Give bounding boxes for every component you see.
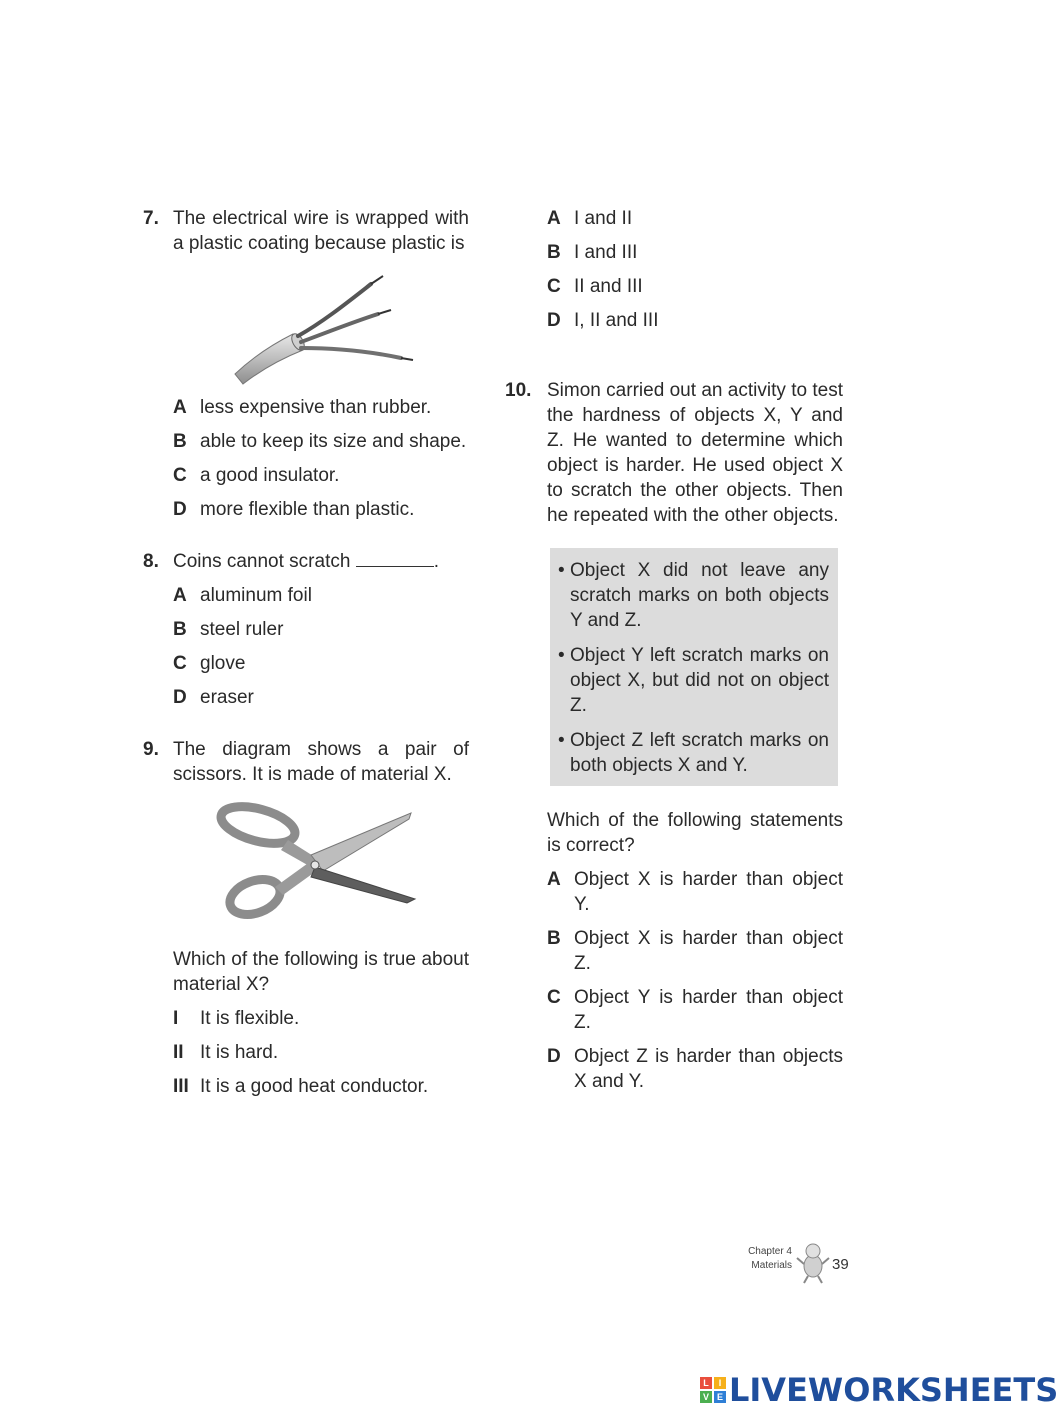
- logo-wordmark: LIVEWORKSHEETS: [729, 1371, 1058, 1409]
- scissors-figure: [143, 795, 469, 935]
- question-8: [143, 549, 469, 574]
- question-prompt: Which of the following is true about material X?: [173, 949, 469, 995]
- logo-tile: E: [714, 1391, 726, 1403]
- option-text: a good insulator.: [200, 465, 340, 486]
- statement-ii: [173, 1040, 469, 1065]
- page-footer: [740, 1238, 860, 1288]
- question-text: The diagram shows a pair of scissors. It is made of material X.: [173, 739, 469, 785]
- question-prompt: Which of the following statements is correct?: [547, 810, 843, 856]
- option-text: Object Y is harder than object Z.: [574, 987, 843, 1033]
- option-d[interactable]: [173, 497, 469, 522]
- option-label: C: [547, 276, 561, 297]
- option-text: able to keep its size and shape.: [200, 431, 467, 452]
- option-c[interactable]: [547, 274, 843, 299]
- question-number: 9.: [143, 739, 159, 760]
- option-label: D: [173, 687, 187, 708]
- question-number: 10.: [505, 380, 532, 401]
- chapter-label: Chapter 4: [748, 1246, 792, 1257]
- option-label: C: [173, 465, 187, 486]
- option-a[interactable]: [547, 867, 843, 917]
- option-label: B: [547, 928, 561, 949]
- answer-blank[interactable]: [356, 550, 434, 567]
- statement-text: It is a good heat conductor.: [200, 1076, 429, 1097]
- question-end: .: [433, 551, 439, 572]
- option-label: C: [547, 987, 561, 1008]
- option-c[interactable]: [173, 651, 469, 676]
- option-label: A: [173, 585, 187, 606]
- statement-iii: [173, 1074, 469, 1099]
- observation-text: Object Y left scratch marks on object X, but did not on object Z.: [570, 645, 829, 716]
- statement-i: [173, 1006, 469, 1031]
- question-9-prompt: [143, 947, 469, 997]
- logo-tile: V: [700, 1391, 712, 1403]
- question-9: [143, 737, 469, 787]
- option-label: B: [173, 619, 187, 640]
- logo-tile: L: [700, 1377, 712, 1389]
- option-text: glove: [200, 653, 246, 674]
- observations-box: [550, 548, 838, 786]
- question-text: The electrical wire is wrapped with a plastic coating because plastic is: [173, 208, 469, 254]
- page-number: 39: [832, 1256, 849, 1273]
- option-b[interactable]: [173, 429, 469, 454]
- question-8-options: [173, 583, 469, 710]
- option-text: II and III: [574, 276, 643, 297]
- option-text: Object X is harder than object Y.: [574, 869, 843, 915]
- option-text: eraser: [200, 687, 254, 708]
- option-label: C: [173, 653, 187, 674]
- right-column: [505, 206, 843, 1094]
- option-text: I, II and III: [574, 310, 659, 331]
- statement-text: It is hard.: [200, 1042, 279, 1063]
- option-label: A: [173, 397, 187, 418]
- option-text: more flexible than plastic.: [200, 499, 415, 520]
- observation-text: Object X did not leave any scratch marks on both objects Y and Z.: [570, 560, 829, 631]
- observation-text: Object Z left scratch marks on both objects X and Y.: [570, 730, 829, 776]
- option-d[interactable]: [173, 685, 469, 710]
- question-7-options: [173, 395, 469, 522]
- option-d[interactable]: [547, 1044, 843, 1094]
- option-text: I and III: [574, 242, 638, 263]
- option-label: A: [547, 869, 561, 890]
- question-stem: Coins cannot scratch: [173, 551, 351, 572]
- option-c[interactable]: [173, 463, 469, 488]
- logo-tile: I: [714, 1377, 726, 1389]
- statement-text: It is flexible.: [200, 1008, 300, 1029]
- option-label: D: [547, 1046, 561, 1067]
- option-text: Object X is harder than object Z.: [574, 928, 843, 974]
- question-9-statements: [173, 1006, 469, 1099]
- option-d[interactable]: [547, 308, 843, 333]
- option-label: A: [547, 208, 561, 229]
- electrical-wire-figure: [143, 262, 469, 386]
- question-10: [505, 378, 843, 528]
- logo-tiles: [700, 1377, 726, 1403]
- liveworksheets-logo: [700, 1373, 1058, 1407]
- question-7: [143, 206, 469, 256]
- chapter-mascot-icon: [796, 1238, 830, 1284]
- question-number: 7.: [143, 208, 159, 229]
- question-9-options: [547, 206, 843, 333]
- observation-item: • Object Y left scratch marks on object X, but did not on object Z.: [558, 645, 829, 716]
- observation-item: • Object X did not leave any scratch marks on both objects Y and Z.: [558, 560, 829, 631]
- option-b[interactable]: [547, 926, 843, 976]
- option-label: D: [547, 310, 561, 331]
- option-b[interactable]: [173, 617, 469, 642]
- option-text: steel ruler: [200, 619, 284, 640]
- chapter-title: Materials: [751, 1260, 792, 1271]
- question-text: [173, 549, 469, 574]
- option-text: aluminum foil: [200, 585, 312, 606]
- option-a[interactable]: [173, 583, 469, 608]
- option-label: B: [547, 242, 561, 263]
- question-text: Simon carried out an activity to test the hardness of objects X, Y and Z. He wanted to determine which object is harder. He used object X to scratch the other objects. Then he repeated with the other objects.: [547, 380, 843, 526]
- option-b[interactable]: [547, 240, 843, 265]
- left-column: [143, 206, 469, 1099]
- option-label: B: [173, 431, 187, 452]
- question-number: 8.: [143, 551, 159, 572]
- option-text: I and II: [574, 208, 633, 229]
- statement-label: I: [173, 1008, 179, 1029]
- statement-label: II: [173, 1042, 184, 1063]
- option-a[interactable]: [547, 206, 843, 231]
- observation-item: • Object Z left scratch marks on both objects X and Y.: [558, 730, 829, 776]
- option-c[interactable]: [547, 985, 843, 1035]
- option-text: Object Z is harder than objects X and Y.: [574, 1046, 843, 1092]
- option-a[interactable]: [173, 395, 469, 420]
- statement-label: III: [173, 1076, 189, 1097]
- option-text: less expensive than rubber.: [200, 397, 432, 418]
- option-label: D: [173, 499, 187, 520]
- question-10-options: [547, 867, 843, 1094]
